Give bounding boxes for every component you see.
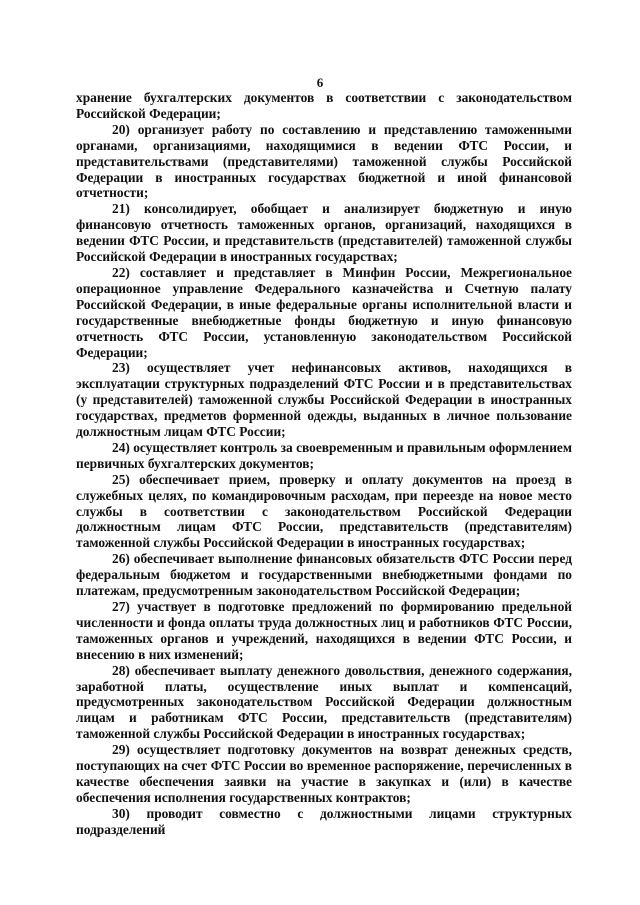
paragraph-item-28: 28) обеспечивает выплату денежного довольствия, денежного содержания, заработной платы, осуществление иных выплат и компенсаций, предусмотренных законодательством Российской Федерации должностным лицам и работникам ФТС России, представительств (представителям) таможенной службы Российской Федерации в иностранных государствах;	[76, 662, 572, 742]
page-number: 6	[316, 75, 324, 90]
paragraph-item-23: 23) осуществляет учет нефинансовых активов, находящихся в эксплуатации структурных подразделений ФТС России и в представительствах (у представителей) таможенной службы Российской Федерации в иностранных государствах, предметов форменной одежды, выданных в личное пользование должностным лицам ФТС России;	[76, 360, 572, 440]
paragraph-item-25: 25) обеспечивает прием, проверку и оплату документов на проезд в служебных целях, по командировочным расходам, при переезде на новое место службы в соответствии с законодательством Российской Федерации должностным лицам ФТС России, представительств (представителям) таможенной службы Российской Федерации в иностранных государствах;	[76, 471, 572, 551]
paragraph-item-29: 29) осуществляет подготовку документов на возврат денежных средств, поступающих на счет ФТС России во временное распоряжение, перечисленных в качестве обеспечения заявки на участие в закупках и (или) в качестве обеспечения исполнения государственных контрактов;	[76, 742, 572, 805]
paragraph-item-20: 20) организует работу по составлению и представлению таможенными органами, организациями, находящимися в ведении ФТС России, и представительствами (представителями) таможенной службы Российской Федерации в иностранных государствах бюджетной и иной финансовой отчетности;	[76, 121, 572, 201]
document-body	[76, 90, 572, 838]
paragraph-item-27: 27) участвует в подготовке предложений по формированию предельной численности и фонда оплаты труда должностных лиц и работников ФТС России, таможенных органов и учреждений, находящихся в ведении ФТС России, и внесению в них изменений;	[76, 599, 572, 662]
paragraph-item-21: 21) консолидирует, обобщает и анализирует бюджетную и иную финансовую отчетность таможенных органов, организаций, находящихся в ведении ФТС России, и представительств (представителей) таможенной службы Российской Федерации в иностранных государствах;	[76, 201, 572, 265]
paragraph-item-22: 22) составляет и представляет в Минфин России, Межрегиональное операционное управление Федерального казначейства и Счетную палату Российской Федерации, в иные федеральные органы исполнительной власти и государственные внебюджетные фонды бюджетную и иную финансовую отчетность ФТС России, установленную законодательством Российской Федерации;	[76, 264, 572, 360]
paragraph-continuation: хранение бухгалтерских документов в соответствии с законодательством Российской Федерации;	[76, 90, 572, 121]
paragraph-item-26: 26) обеспечивает выполнение финансовых обязательств ФТС России перед федеральным бюджетом и государственными внебюджетными фондами по платежам, предусмотренным законодательством Российской Федерации;	[76, 551, 572, 599]
paragraph-item-24: 24) осуществляет контроль за своевременным и правильным оформлением первичных бухгалтерских документов;	[76, 439, 572, 471]
paragraph-item-30: 30) проводит совместно с должностными лицами структурных подразделений	[76, 805, 572, 837]
